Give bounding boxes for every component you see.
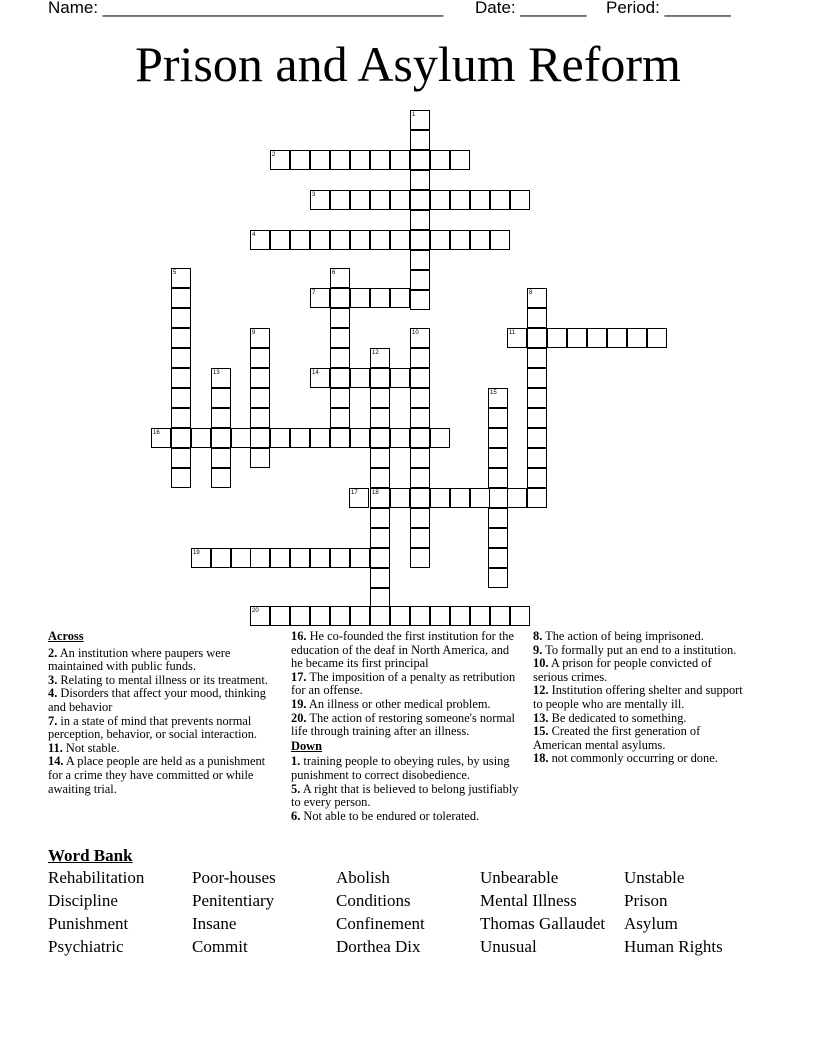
crossword-cell[interactable] [370, 468, 390, 488]
clue-number: 12 [372, 350, 379, 356]
crossword-cell[interactable] [370, 508, 390, 528]
crossword-cell[interactable] [370, 428, 390, 448]
crossword-cell[interactable] [488, 468, 508, 488]
crossword-cell[interactable] [450, 606, 470, 626]
crossword-cell[interactable] [488, 408, 508, 428]
period-field[interactable]: Period: _______ [606, 0, 731, 17]
crossword-cell[interactable] [370, 150, 390, 170]
crossword-cell[interactable] [450, 150, 470, 170]
clue-number: 16 [153, 430, 160, 436]
crossword-cell[interactable] [350, 190, 370, 210]
across-clue-list-continued [291, 630, 521, 739]
word-bank-word: Mental Illness [480, 891, 577, 910]
clue-item-text: Relating to mental illness or its treatment. [57, 672, 268, 687]
crossword-cell[interactable] [410, 190, 430, 210]
clue-item-text: not commonly occurring or done. [548, 751, 718, 766]
crossword-cell[interactable] [211, 468, 231, 488]
crossword-cell[interactable] [390, 368, 410, 388]
crossword-cell[interactable] [250, 428, 270, 448]
crossword-cell[interactable] [270, 606, 290, 626]
clue-item-number: 6. [291, 808, 301, 823]
clue-item-text: The imposition of a penalty as retribution for an offense. [291, 669, 516, 698]
clue-item [48, 687, 274, 714]
crossword-cell[interactable] [310, 606, 330, 626]
clue-number: 14 [312, 370, 319, 376]
clue-item-number: 13. [533, 710, 549, 725]
crossword-cell[interactable] [171, 368, 191, 388]
crossword-cell[interactable] [231, 428, 251, 448]
crossword-cell[interactable] [211, 408, 231, 428]
clue-item [48, 647, 274, 674]
crossword-cell[interactable] [370, 448, 390, 468]
crossword-cell[interactable] [171, 348, 191, 368]
clue-item-text: A place people are held as a punishment for a crime they have committed or while awaiting trial. [48, 754, 266, 796]
crossword-cell[interactable] [410, 270, 430, 290]
clue-item-number: 4. [48, 686, 58, 701]
crossword-cell[interactable] [410, 388, 430, 408]
clue-item [533, 712, 748, 726]
clue-item-number: 2. [48, 645, 58, 660]
clue-item-text: Disorders that affect your mood, thinking and behavior [48, 686, 266, 714]
crossword-cell[interactable] [490, 190, 510, 210]
crossword-cell[interactable] [370, 190, 390, 210]
clue-number: 19 [193, 550, 200, 556]
crossword-cell[interactable] [527, 488, 547, 508]
crossword-cell[interactable] [171, 408, 191, 428]
crossword-cell[interactable] [370, 230, 390, 250]
clue-number: 5 [173, 270, 177, 276]
clue-item-text: A prison for people convicted of serious crimes. [533, 656, 712, 684]
crossword-cell[interactable] [510, 190, 530, 210]
crossword-cell[interactable] [410, 428, 430, 448]
clue-number: 11 [509, 330, 516, 336]
clue-number: 10 [412, 330, 419, 336]
crossword-cell[interactable] [330, 230, 350, 250]
word-bank-word: Unstable [624, 868, 685, 887]
crossword-cell[interactable] [171, 308, 191, 328]
clue-item-number: 3. [48, 672, 58, 687]
word-bank-word: Asylum [624, 914, 678, 933]
word-bank-word: Poor-houses [192, 868, 276, 887]
clues-column-3 [533, 630, 748, 766]
clue-number: 13 [213, 370, 220, 376]
crossword-cell[interactable] [488, 508, 508, 528]
down-clue-list-continued [533, 630, 748, 766]
clue-item-text: The action of being imprisoned. [542, 629, 704, 643]
clue-item-text: To formally put an end to a institution. [542, 642, 737, 657]
crossword-cell[interactable] [290, 428, 310, 448]
name-field[interactable]: Name: ____________________________________ [48, 0, 444, 17]
crossword-cell[interactable] [350, 150, 370, 170]
clue-item-number: 20. [291, 710, 307, 725]
clue-item-text: Created the first generation of American mental asylums. [533, 724, 701, 752]
crossword-cell[interactable] [410, 150, 430, 170]
crossword-cell[interactable] [567, 328, 587, 348]
crossword-cell[interactable] [330, 606, 350, 626]
clue-item-number: 19. [291, 696, 307, 711]
word-bank-word: Conditions [336, 891, 411, 910]
crossword-cell[interactable] [488, 448, 508, 468]
crossword-cell[interactable] [171, 328, 191, 348]
crossword-cell[interactable] [171, 288, 191, 308]
word-bank-word: Punishment [48, 914, 129, 933]
crossword-cell[interactable] [350, 368, 370, 388]
clue-number: 4 [252, 232, 256, 238]
crossword-cell[interactable] [430, 606, 450, 626]
crossword-cell[interactable] [390, 488, 410, 508]
clue-item [291, 630, 521, 671]
crossword-cell[interactable] [430, 190, 450, 210]
crossword-cell[interactable] [410, 210, 430, 230]
crossword-cell[interactable] [490, 606, 510, 626]
crossword-cell[interactable] [330, 348, 350, 368]
crossword-cell[interactable] [250, 548, 270, 568]
crossword-cell[interactable] [330, 308, 350, 328]
clue-number: 17 [351, 490, 358, 496]
crossword-cell[interactable] [390, 606, 410, 626]
clue-item [48, 674, 274, 688]
crossword-cell[interactable] [430, 488, 450, 508]
crossword-cell[interactable] [350, 288, 370, 308]
clue-item-text: He co-founded the first institution for the education of the deaf in North America, and he became its first principal [291, 629, 514, 671]
crossword-cell[interactable] [527, 408, 547, 428]
crossword-cell[interactable] [410, 230, 430, 250]
crossword-cell[interactable] [211, 548, 231, 568]
word-bank-word: Penitentiary [192, 891, 275, 910]
clue-item [291, 712, 521, 739]
clue-item [291, 810, 521, 824]
crossword-cell[interactable] [290, 548, 310, 568]
crossword-cell[interactable] [410, 348, 430, 368]
clue-item [48, 715, 274, 742]
crossword-cell[interactable] [488, 528, 508, 548]
crossword-cell[interactable] [330, 150, 350, 170]
crossword-cell[interactable] [470, 606, 490, 626]
crossword-cell[interactable] [488, 568, 508, 588]
crossword-cell[interactable] [450, 488, 470, 508]
crossword-cell[interactable] [390, 230, 410, 250]
clue-item-number: 7. [48, 713, 58, 728]
crossword-cell[interactable] [410, 528, 430, 548]
clue-item [533, 684, 748, 711]
clue-item [48, 742, 274, 756]
clue-item-text: Be dedicated to something. [548, 710, 687, 725]
crossword-cell[interactable] [350, 606, 370, 626]
clue-item-number: 16. [291, 629, 307, 643]
crossword-cell[interactable] [370, 568, 390, 588]
clue-item-number: 8. [533, 629, 543, 643]
crossword-cell[interactable] [410, 408, 430, 428]
word-bank-word: Rehabilitation [48, 868, 145, 887]
crossword-cell[interactable] [250, 408, 270, 428]
crossword-cell[interactable] [488, 488, 508, 508]
crossword-cell[interactable] [527, 468, 547, 488]
word-bank-word: Dorthea Dix [336, 937, 421, 956]
crossword-cell[interactable] [171, 428, 191, 448]
crossword-cell[interactable] [410, 130, 430, 150]
crossword-cell[interactable] [507, 488, 527, 508]
crossword-cell[interactable] [607, 328, 627, 348]
clue-item-number: 5. [291, 781, 301, 796]
down-clue-list [291, 755, 521, 823]
crossword-cell[interactable] [527, 428, 547, 448]
crossword-cell[interactable] [470, 190, 490, 210]
crossword-cell[interactable] [171, 468, 191, 488]
crossword-cell[interactable] [370, 368, 390, 388]
clue-item-number: 9. [533, 642, 543, 657]
word-bank-word: Psychiatric [48, 937, 124, 956]
crossword-cell[interactable] [410, 606, 430, 626]
word-bank-word: Commit [192, 937, 248, 956]
crossword-cell[interactable] [370, 288, 390, 308]
clue-item [291, 698, 521, 712]
date-field[interactable]: Date: _______ [475, 0, 587, 17]
clue-item [533, 725, 748, 752]
crossword-cell[interactable] [410, 290, 430, 310]
crossword-cell[interactable] [310, 230, 330, 250]
crossword-cell[interactable] [370, 606, 390, 626]
clue-item [291, 783, 521, 810]
clue-number: 18 [372, 490, 379, 496]
crossword-cell[interactable] [430, 428, 450, 448]
clue-item-text: Not able to be endured or tolerated. [300, 808, 480, 823]
crossword-cell[interactable] [330, 428, 350, 448]
clue-item-text: An illness or other medical problem. [306, 696, 491, 711]
crossword-cell[interactable] [470, 488, 490, 508]
crossword-cell[interactable] [370, 588, 390, 608]
crossword-cell[interactable] [450, 190, 470, 210]
crossword-cell[interactable] [350, 548, 370, 568]
clue-item-text: The action of restoring someone's normal life through training after an illness. [291, 710, 515, 739]
crossword-cell[interactable] [390, 150, 410, 170]
crossword-cell[interactable] [171, 448, 191, 468]
crossword-cell[interactable] [450, 230, 470, 250]
word-bank-word: Abolish [336, 868, 390, 887]
crossword-cell[interactable] [290, 606, 310, 626]
crossword-cell[interactable] [390, 428, 410, 448]
crossword-cell[interactable] [290, 150, 310, 170]
crossword-cell[interactable] [410, 250, 430, 270]
crossword-cell[interactable] [390, 190, 410, 210]
crossword-cell[interactable] [430, 150, 450, 170]
clues-column-2 [291, 630, 521, 823]
across-heading: Across [48, 629, 84, 643]
crossword-cell[interactable] [410, 368, 430, 388]
clue-item [533, 752, 748, 766]
crossword-cell[interactable] [330, 328, 350, 348]
crossword-cell[interactable] [310, 428, 330, 448]
crossword-cell[interactable] [647, 328, 667, 348]
word-bank-word: Insane [192, 914, 237, 933]
crossword-cell[interactable] [250, 368, 270, 388]
clue-number: 7 [312, 290, 316, 296]
crossword-cell[interactable] [191, 428, 211, 448]
page-title: Prison and Asylum Reform [135, 36, 681, 92]
crossword-cell[interactable] [527, 308, 547, 328]
crossword-cell[interactable] [370, 528, 390, 548]
clue-number: 20 [252, 608, 259, 614]
across-clue-list [48, 647, 274, 797]
crossword-cell[interactable] [330, 190, 350, 210]
clue-item-number: 18. [533, 751, 549, 766]
crossword-cell[interactable] [290, 230, 310, 250]
crossword-cell[interactable] [171, 388, 191, 408]
clue-item [533, 644, 748, 658]
crossword-cell[interactable] [310, 548, 330, 568]
word-bank-title: Word Bank [48, 846, 133, 865]
clue-item-number: 1. [291, 754, 301, 769]
crossword-cell[interactable] [330, 548, 350, 568]
crossword-cell[interactable] [250, 348, 270, 368]
clue-item [291, 671, 521, 698]
clue-item [533, 630, 748, 644]
crossword-cell[interactable] [430, 230, 450, 250]
clue-item-number: 15. [533, 724, 549, 739]
clue-number: 15 [490, 390, 497, 396]
crossword-cell[interactable] [330, 288, 350, 308]
crossword-cell[interactable] [330, 388, 350, 408]
crossword-cell[interactable] [231, 548, 251, 568]
crossword-cell[interactable] [410, 468, 430, 488]
crossword-cell[interactable] [350, 428, 370, 448]
clue-item-number: 10. [533, 656, 549, 671]
crossword-cell[interactable] [587, 328, 607, 348]
crossword-cell[interactable] [330, 368, 350, 388]
word-bank-word: Unbearable [480, 868, 559, 887]
crossword-cell[interactable] [470, 230, 490, 250]
crossword-cell[interactable] [370, 408, 390, 428]
word-bank-word: Discipline [48, 891, 118, 910]
word-bank-word: Confinement [336, 914, 425, 933]
crossword-cell[interactable] [211, 388, 231, 408]
crossword-cell[interactable] [211, 448, 231, 468]
crossword-cell[interactable] [330, 408, 350, 428]
crossword-cell[interactable] [211, 428, 231, 448]
crossword-cell[interactable] [527, 388, 547, 408]
crossword-cell[interactable] [547, 328, 567, 348]
clue-item-text: Institution offering shelter and support to people who are mentally ill. [533, 683, 743, 711]
word-bank-word: Thomas Gallaudet [480, 914, 606, 933]
clue-item-text: training people to obeying rules, by using punishment to correct disobedience. [291, 754, 510, 782]
crossword-cell[interactable] [627, 328, 647, 348]
clue-item-number: 14. [48, 754, 64, 769]
crossword-cell[interactable] [410, 448, 430, 468]
clues-column-1 [48, 630, 274, 796]
clue-item [48, 755, 274, 796]
crossword-cell[interactable] [350, 230, 370, 250]
crossword-cell[interactable] [370, 388, 390, 408]
crossword-cell[interactable] [270, 548, 290, 568]
clue-item-text: Not stable. [62, 740, 120, 755]
crossword-cell[interactable] [410, 170, 430, 190]
crossword-cell[interactable] [270, 230, 290, 250]
crossword-cell[interactable] [527, 328, 547, 348]
clue-item-text: An institution where paupers were maintained with public funds. [48, 645, 231, 674]
crossword-cell[interactable] [527, 448, 547, 468]
word-bank-word: Unusual [480, 937, 537, 956]
crossword-cell[interactable] [390, 288, 410, 308]
crossword-cell[interactable] [410, 488, 430, 508]
crossword-cell[interactable] [490, 230, 510, 250]
crossword-cell[interactable] [410, 508, 430, 528]
down-heading: Down [291, 738, 322, 753]
clue-item-number: 11. [48, 740, 63, 755]
crossword-cell[interactable] [488, 428, 508, 448]
clue-number: 3 [312, 192, 316, 198]
clue-item [291, 755, 521, 782]
crossword-cell[interactable] [250, 388, 270, 408]
crossword-cell[interactable] [250, 448, 270, 468]
crossword-cell[interactable] [527, 368, 547, 388]
crossword-cell[interactable] [310, 150, 330, 170]
crossword-cell[interactable] [270, 428, 290, 448]
clue-item [533, 657, 748, 684]
clue-number: 2 [272, 152, 276, 158]
clue-number: 1 [412, 112, 416, 118]
word-bank-word: Human Rights [624, 937, 723, 956]
crossword-cell[interactable] [527, 348, 547, 368]
clue-item-text: A right that is believed to belong justifiably to every person. [291, 781, 519, 810]
crossword-cell[interactable] [370, 548, 390, 568]
clue-number: 9 [252, 330, 256, 336]
word-bank-word: Prison [624, 891, 668, 910]
clue-item-text: in a state of mind that prevents normal perception, behavior, or social interaction. [48, 713, 258, 742]
crossword-cell[interactable] [410, 548, 430, 568]
clue-item-number: 12. [533, 683, 549, 698]
clue-number: 6 [332, 270, 336, 276]
crossword-cell[interactable] [488, 548, 508, 568]
clue-item-number: 17. [291, 669, 307, 684]
crossword-cell[interactable] [510, 606, 530, 626]
clue-number: 8 [529, 290, 533, 296]
